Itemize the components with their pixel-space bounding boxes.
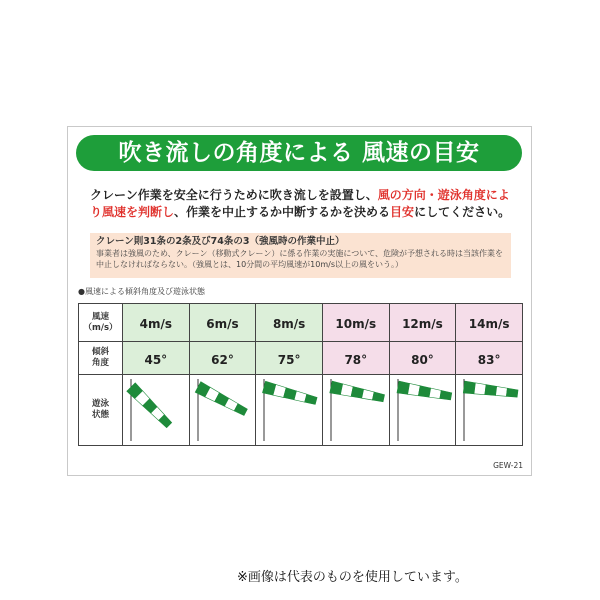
sock-stripe [485,385,497,396]
speed-value: 4m/s [139,317,173,331]
state-row-header [79,375,123,446]
angle-label-1: 傾斜 [91,347,109,357]
angle-cell [456,342,523,375]
angle-value: 83° [477,352,501,367]
sock-body [127,383,174,430]
angle-cell [123,342,190,375]
sock-body [330,381,385,404]
sock-cell [256,375,323,446]
angle-label-2: 角度 [91,358,109,368]
windsock-icon [456,377,522,443]
sock-cell [189,375,256,446]
windsock-icon [190,377,256,443]
sock-stripe [464,381,476,394]
speed-cell [389,304,456,342]
speed-cell [322,304,389,342]
state-label-2: 状態 [91,410,109,420]
angle-value: 45° [144,352,168,367]
speed-unit-label: （m/s） [83,322,118,333]
speed-row [79,304,523,342]
sock-stripe [362,389,374,400]
intro-text [90,187,520,221]
sign-title: 吹き流しの角度による 風速の目安 [76,135,522,171]
intro-part1: クレーン作業を安全に行うために吹き流しを設置し、 [90,188,378,202]
table-note: ●風速による傾斜角度及び遊泳状態 [78,287,205,296]
angle-row-header [79,342,123,375]
speed-value: 8m/s [272,317,306,331]
sock-stripe [439,390,451,400]
angle-cell [256,342,323,375]
windsock-icon [123,377,189,443]
wind-sock-sign [67,126,532,476]
sock-stripe [507,388,519,397]
angle-cell [189,342,256,375]
speed-row-header [79,304,123,342]
product-code: GEW-21 [493,461,523,470]
intro-red2: 風速を判断し [102,205,175,219]
law-body: 事業者は強風のため、クレーン（移動式クレーン）に係る作業の実施について、危険が予想される時は当該作業を中止しなければならない。（強風とは、10分間の平均風速が10m/s以上の風をいう。） [96,249,504,269]
angle-cell [389,342,456,375]
angle-row [79,342,523,375]
speed-value: 14m/s [468,317,510,331]
sock-body [263,381,318,407]
angle-value: 80° [411,352,434,367]
intro-part3: にしてください。 [414,205,511,219]
speed-cell [456,304,523,342]
state-label-1: 遊泳 [91,399,109,409]
angle-value: 62° [211,352,234,367]
speed-value: 12m/s [402,317,443,331]
law-box [90,233,511,278]
sock-cell [456,375,523,446]
speed-label: 風速 [91,311,109,322]
sock-stripe [418,386,430,398]
sock-body [397,381,452,402]
windsock-icon [390,377,456,443]
sock-stripe [474,383,486,395]
angle-value: 78° [344,352,368,367]
intro-red3: 目安 [390,205,415,219]
speed-value: 6m/s [206,317,239,331]
image-disclaimer: ※画像は代表のものを使用しています。 [237,570,468,585]
speed-value: 10m/s [335,317,377,331]
sock-stripe [305,394,318,405]
sock-body [464,381,519,399]
sock-stripe [429,388,441,399]
windsock-icon [256,377,322,443]
speed-cell [123,304,190,342]
state-row [79,375,523,446]
speed-cell [256,304,323,342]
intro-red1: 風の方向・遊泳角度により [90,188,510,219]
sock-cell [322,375,389,446]
angle-cell [322,342,389,375]
windsock-icon [323,377,389,443]
sock-stripe [496,386,508,396]
speed-cell [189,304,256,342]
sock-body [195,382,248,418]
sock-cell [389,375,456,446]
sock-stripe [372,392,384,402]
law-title: クレーン則31条の2条及び74条の3（強風時の作業中止） [96,236,345,247]
intro-part2: 、作業を中止するか中断するかを決める [174,205,391,219]
angle-value: 75° [277,352,301,367]
sock-cell [123,375,190,446]
wind-table [78,303,523,446]
